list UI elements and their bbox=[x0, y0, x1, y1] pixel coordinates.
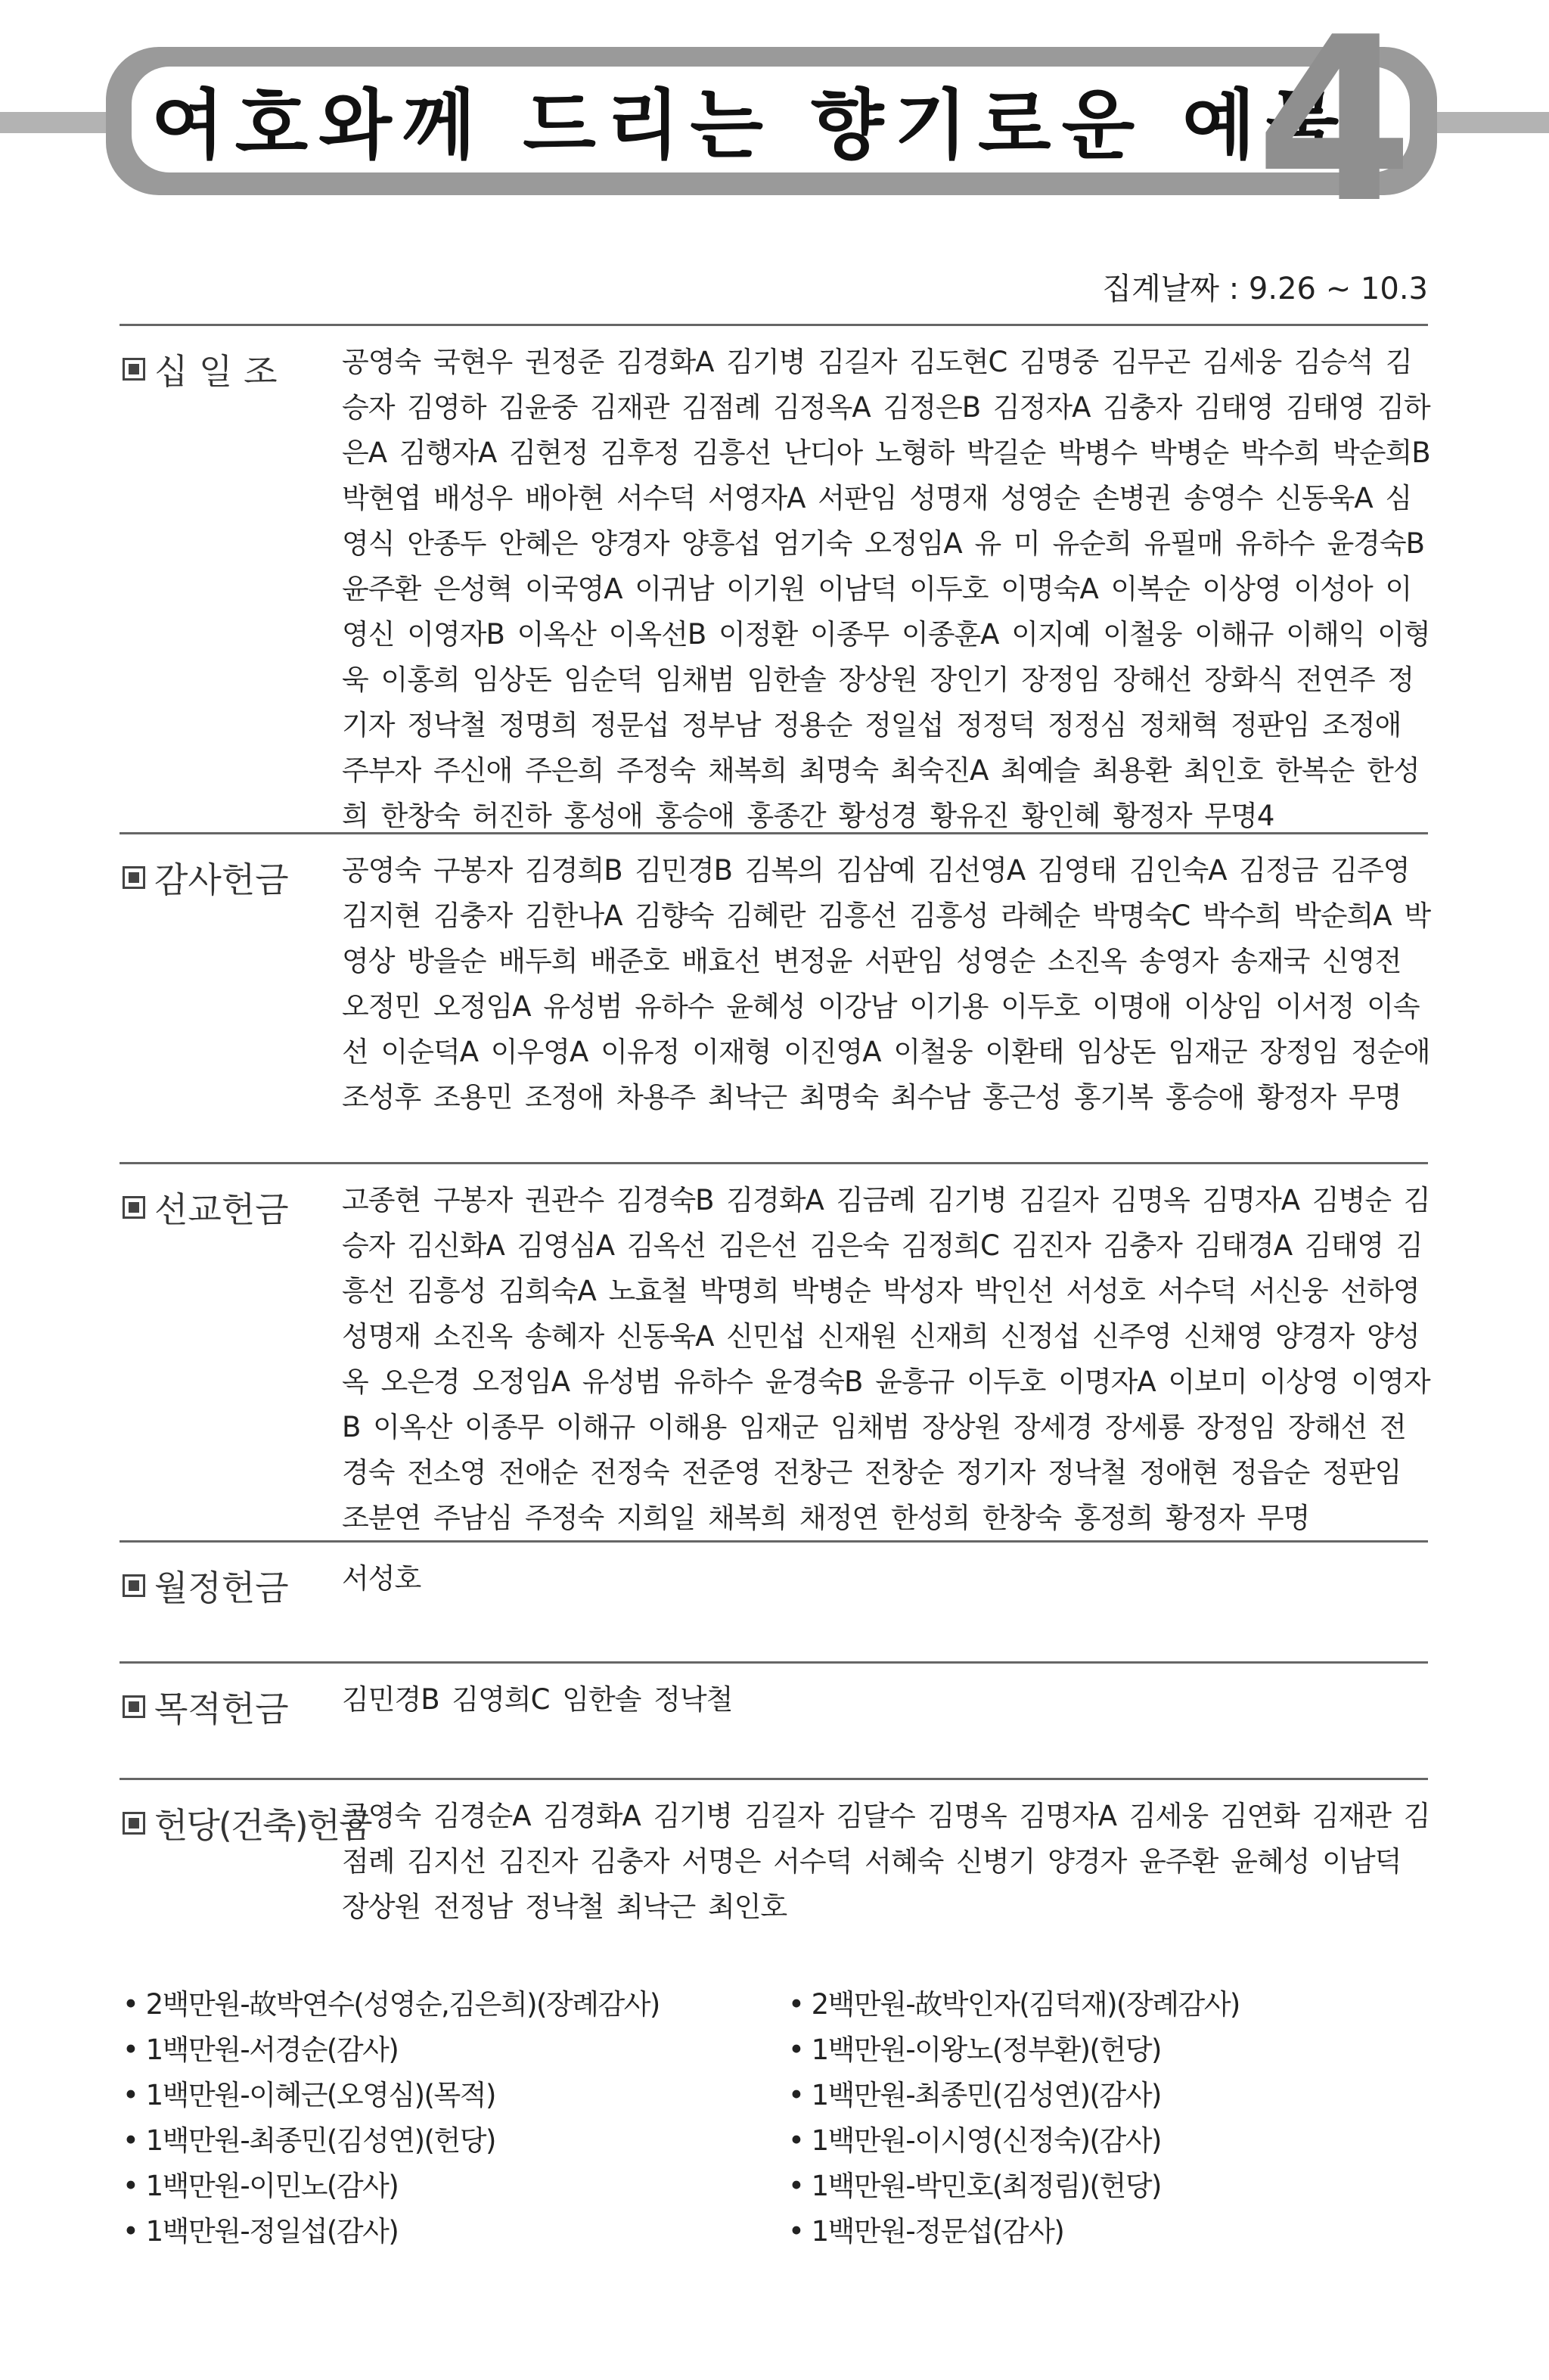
section-label: 선교헌금 bbox=[154, 1189, 289, 1230]
donor-names: 공영숙 김경순A 김경화A 김기병 김길자 김달수 김명옥 김명자A 김세웅 김연화 김재관 김점례 김지선 김진자 김충자 서명은 서수덕 서혜숙 신병기 양경자 윤주환 윤혜성 이남덕 장상원 전정남 정낙철 최낙근 최인호 bbox=[342, 1800, 1430, 1923]
gift-item: • 1백만원-이시영(신정숙)(감사) bbox=[788, 2118, 1439, 2164]
section-thanksgiving bbox=[120, 832, 1431, 1152]
issue-number: 4 bbox=[1256, 0, 1414, 253]
section-label: 헌당(건축)헌금 bbox=[154, 1805, 371, 1846]
section-tithe bbox=[120, 324, 1428, 840]
section-label: 목적헌금 bbox=[154, 1689, 289, 1729]
gift-item: • 1백만원-정일섭(감사) bbox=[123, 2209, 773, 2254]
section-heading bbox=[123, 344, 278, 394]
donor-names: 김민경B 김영희C 임한솔 정낙철 bbox=[342, 1683, 733, 1716]
gift-item: • 1백만원-서경순(감사) bbox=[123, 2027, 773, 2073]
donor-names: 공영숙 구봉자 김경희B 김민경B 김복의 김삼예 김선영A 김영태 김인숙A 김정금 김주영 김지현 김충자 김한나A 김향숙 김혜란 김흥선 김흥성 라혜순 박명숙C 박수희 박순희A 박영상 방을순 배두희 배준호 배효선 변정윤 서판임 성영순 소진옥 송영자 송재국 신영전 오정민 오정임A 유성범 유하수 윤혜성 이강남 이기용 이두호 이명애 이상임 이서정 이속선 이순덕A 이우영A 이유정 이재형 이진영A 이철웅 이환태 임상돈 임재군 장정임 정순애 조성후 조용민 조정애 차용주 최낙근 최명숙 최수남 홍근성 홍기복 홍승애 황정자 무명 bbox=[342, 854, 1431, 1114]
donor-names: 공영숙 국현우 권정준 김경화A 김기병 김길자 김도현C 김명중 김무곤 김세웅 김승석 김승자 김영하 김윤중 김재관 김점례 김정옥A 김정은B 김정자A 김충자 김태영 김태영 김하은A 김행자A 김현정 김후정 김흥선 난디아 노형하 박길순 박병수 박병순 박수희 박순희B 박현엽 배성우 배아현 서수덕 서영자A 서판임 성명재 성영순 손병권 송영수 신동욱A 심영식 안종두 안혜은 양경자 양흥섭 엄기숙 오정임A 유 미 유순희 유필매 유하수 윤경숙B 윤주환 은성혁 이국영A 이귀남 이기원 이남덕 이두호 이명숙A 이복순 이상영 이성아 이영신 이영자B 이옥산 이옥선B 이정환 이종무 이종훈A 이지예 이철웅 이해규 이해익 이형욱 이홍희 임상돈 임순덕 임채범 임한솔 장상원 장인기 장정임 장해선 장화식 전연주 정기자 정낙철 정명희 정문섭 정부남 정용순 정일섭 정정덕 정정심 정채혁 정판임 조정애 주부자 주신애 주은희 주정숙 채복희 최명숙 최숙진A 최예슬 최용환 최인호 한복순 한성희 한창숙 허진하 홍성애 홍승애 홍종간 황성경 황유진 황인혜 황정자 무명4 bbox=[342, 346, 1430, 832]
square-bullet-icon bbox=[123, 358, 145, 381]
section-mission bbox=[120, 1162, 1428, 1543]
gift-item: • 1백만원-최종민(김성연)(감사) bbox=[788, 2073, 1439, 2118]
section-heading bbox=[123, 853, 289, 903]
square-bullet-icon bbox=[123, 1574, 145, 1597]
square-bullet-icon bbox=[123, 1695, 145, 1718]
section-heading bbox=[123, 1182, 289, 1232]
section-label: 감사헌금 bbox=[154, 859, 289, 900]
section-building bbox=[120, 1778, 1428, 1962]
square-bullet-icon bbox=[123, 866, 145, 889]
special-gifts-left bbox=[123, 1982, 773, 2254]
donor-names: 고종현 구봉자 권관수 김경숙B 김경화A 김금례 김기병 김길자 김명옥 김명자A 김병순 김승자 김신화A 김영심A 김옥선 김은선 김은숙 김정희C 김진자 김충자 김태경A 김태영 김흥선 김흥성 김희숙A 노효철 박명희 박병순 박성자 박인선 서성호 서수덕 서신웅 선하영 성명재 소진옥 송혜자 신동욱A 신민섭 신재원 신재희 신정섭 신주영 신채영 양경자 양성옥 오은경 오정임A 유성범 유하수 윤경숙B 윤흥규 이두호 이명자A 이보미 이상영 이영자B 이옥산 이종무 이해규 이해용 임재군 임채범 장상원 장세경 장세룡 장정임 장해선 전경숙 전소영 전애순 전정숙 전준영 전창근 전창순 정기자 정낙철 정애현 정읍순 정판임 조분연 주남심 주정숙 지희일 채복희 채정연 한성희 한창숙 홍정희 황정자 무명 bbox=[342, 1184, 1430, 1534]
section-heading bbox=[123, 1682, 289, 1732]
section-purpose bbox=[120, 1661, 1428, 1777]
page-title: 여호와께 드리는 향기로운 예물 bbox=[151, 81, 1350, 169]
gift-item: • 1백만원-정문섭(감사) bbox=[788, 2209, 1439, 2254]
donor-names: 서성호 bbox=[342, 1562, 421, 1595]
gift-item: • 2백만원-故박연수(성영순,김은희)(장례감사) bbox=[123, 1982, 773, 2027]
section-label: 십 일 조 bbox=[154, 351, 278, 392]
gift-item: • 1백만원-박민호(최정림)(헌당) bbox=[788, 2164, 1439, 2209]
square-bullet-icon bbox=[123, 1196, 145, 1219]
gift-item: • 2백만원-故박인자(김덕재)(장례감사) bbox=[788, 1982, 1439, 2027]
section-monthly bbox=[120, 1540, 1428, 1664]
section-heading bbox=[123, 1561, 289, 1611]
gift-item: • 1백만원-이왕노(정부환)(헌당) bbox=[788, 2027, 1439, 2073]
square-bullet-icon bbox=[123, 1812, 145, 1835]
special-gifts-right bbox=[788, 1982, 1439, 2254]
tally-date: 집계날짜 : 9.26 ~ 10.3 bbox=[1102, 272, 1428, 306]
gift-item: • 1백만원-최종민(김성연)(헌당) bbox=[123, 2118, 773, 2164]
section-label: 월정헌금 bbox=[154, 1568, 289, 1608]
section-heading bbox=[123, 1798, 371, 1848]
gift-item: • 1백만원-이혜근(오영심)(목적) bbox=[123, 2073, 773, 2118]
gift-item: • 1백만원-이민노(감사) bbox=[123, 2164, 773, 2209]
